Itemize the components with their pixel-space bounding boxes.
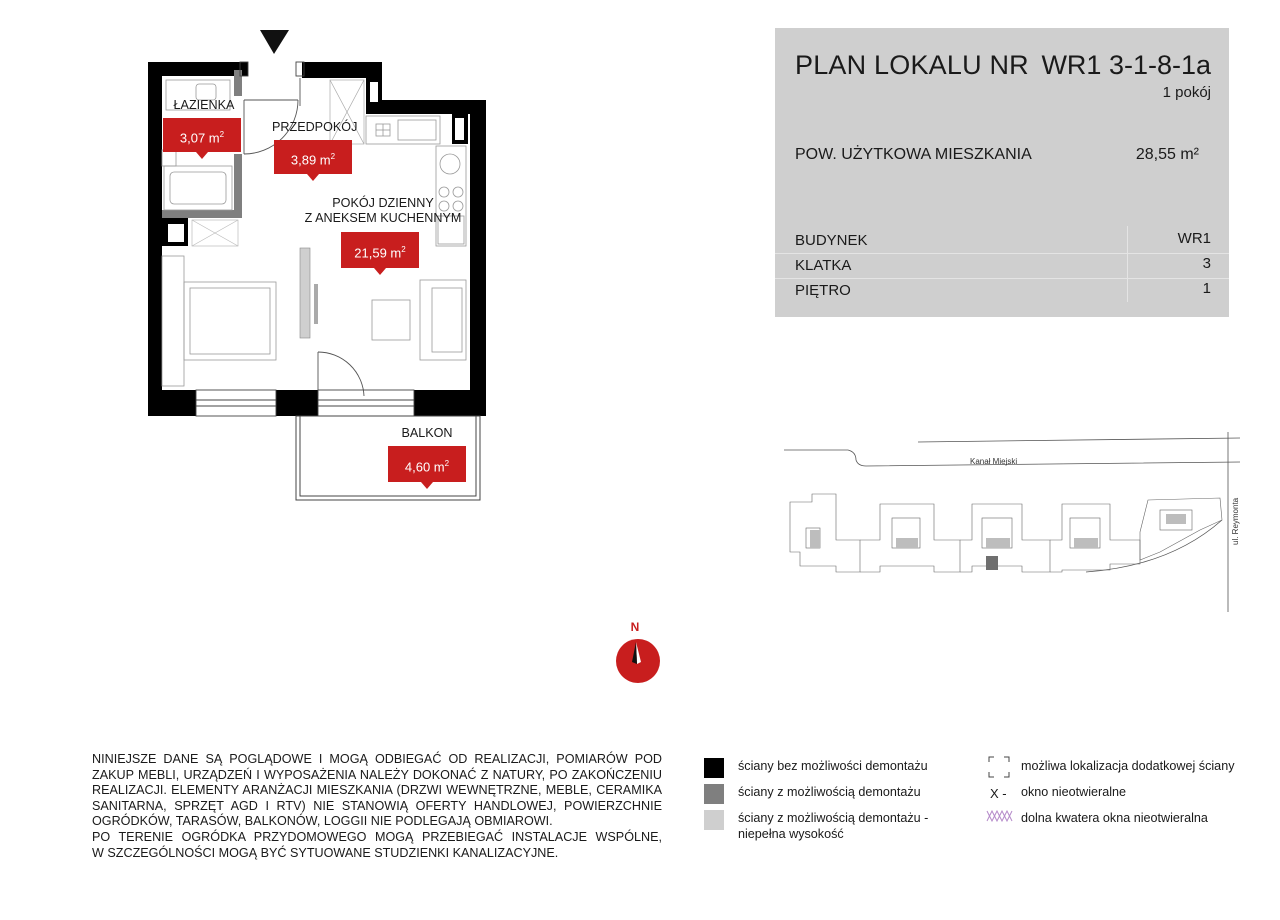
disclaimer-line: SANITARNA, SPRZĘT AGD I RTV) NIE STANOWIĄ OFERTY HANDLOWEJ, POWIERZCHNIE (92, 798, 662, 813)
disclaimer-line: NINIEJSZE DANE SĄ POGLĄDOWE I MOGĄ ODBIEGAĆ OD REALIZACJI, POMIARÓW POD (92, 752, 662, 766)
bathroom-area: 3,07 m (179, 130, 220, 146)
detail-label: PIĘTRO (795, 282, 851, 299)
legend-swatch-fixed (704, 758, 724, 778)
balcony-area-unit: 2 (444, 459, 450, 468)
living-name (300, 196, 466, 226)
legend-swatch-removable (704, 784, 724, 804)
unit-number: WR1 3-1-8-1a (1041, 50, 1211, 80)
walls-partial (300, 248, 310, 338)
disclaimer-line: ZAKUP MEBLI, URZĄDZEŃ I WYPOSAŻENIA NALEŻY DOKONAĆ Z NATURY, PO ZAKOŃCZENIU (92, 767, 662, 782)
legend-fixed-sash: dolna kwatera okna nieotwieralna (1021, 811, 1208, 825)
balcony-area: 4,60 m (404, 459, 445, 475)
balcony-name: BALKON (401, 426, 453, 440)
hall-area-tag (274, 140, 352, 174)
unit-info-panel (775, 28, 1229, 317)
detail-row-stairwell (775, 253, 1229, 279)
disclaimer (92, 752, 662, 861)
entrance-arrow-icon (260, 30, 289, 54)
living-area: 21,59 m (354, 245, 402, 261)
compass-icon (615, 638, 661, 684)
detail-value: WR1 (1177, 230, 1211, 247)
disclaimer-line: OGRÓDKÓW, TARASÓW, BALKONÓW, LOGGII NIE PODLEGAJĄ OBMIAROWI. (92, 814, 553, 829)
legend-fixed-window: okno nieotwieralne (1021, 785, 1127, 799)
unit-location-marker (986, 556, 998, 570)
living-name-line2: Z ANEKSEM KUCHENNYM (304, 211, 462, 225)
rooms-count: 1 pokój (1162, 84, 1211, 101)
buildings (790, 494, 1222, 572)
legend-extra-wall: możliwa lokalizacja dodatkowej ściany (1021, 759, 1235, 773)
living-name-line1: POKÓJ DZIENNY (332, 196, 434, 210)
legend-swatch-partial (704, 810, 724, 830)
canal-label: Kanał Miejski (970, 457, 1018, 466)
living-area-tag (341, 232, 419, 268)
bathroom-name: ŁAZIENKA (173, 98, 235, 112)
balcony-area-tag (388, 446, 466, 482)
bathroom-area-tag (163, 118, 241, 152)
fixed-sash-icon (986, 810, 1014, 822)
hall-name: PRZEDPOKÓJ (272, 120, 358, 134)
legend-walls-partial-line1: ściany z możliwością demontażu - (738, 811, 929, 825)
legend-walls-partial-line2: niepełna wysokość (738, 827, 844, 841)
fixed-window-icon: X - (990, 786, 1007, 801)
legend-walls-partial (738, 810, 928, 842)
bathroom-area-unit: 2 (219, 130, 225, 139)
detail-label: BUDYNEK (795, 232, 868, 249)
detail-row-building (775, 228, 1229, 254)
legend-walls-removable: ściany z możliwością demontażu (738, 785, 921, 799)
street-label: ul. Reymonta (1231, 497, 1240, 545)
compass-north-label: N (630, 620, 640, 634)
detail-label: KLATKA (795, 257, 852, 274)
detail-row-floor (775, 278, 1229, 303)
disclaimer-line: PO TERENIE OGRÓDKA PRZYDOMOWEGO MOGĄ PRZEBIEGAĆ INSTALACJE WSPÓLNE, (92, 829, 662, 844)
disclaimer-line: REALIZACJI. ELEMENTY ARANŻACJI MIESZKANIA (DRZWI WEWNĘTRZNE, MEBLE, CERAMIKA (92, 783, 662, 798)
compass (615, 620, 663, 686)
hall-area-unit: 2 (330, 152, 336, 161)
detail-value: 1 (1202, 280, 1211, 297)
site-map (780, 428, 1250, 618)
plan-title: PLAN LOKALU NR (795, 50, 1029, 80)
walls-fixed (148, 62, 486, 416)
extra-wall-icon (988, 756, 1010, 778)
living-area-unit: 2 (401, 245, 406, 254)
usable-area-value: 28,55 m² (1135, 146, 1199, 163)
kitchenette (366, 116, 466, 246)
disclaimer-line: W SZCZEGÓLNOŚCI MOGĄ BYĆ SYTUOWANE STUDZIENKI KANALIZACYJNE. (92, 845, 559, 860)
legend-walls-fixed: ściany bez możliwości demontażu (738, 759, 928, 773)
hall-area: 3,89 m (290, 152, 331, 168)
detail-value: 3 (1202, 255, 1211, 272)
usable-area-label: POW. UŻYTKOWA MIESZKANIA (795, 146, 1032, 163)
